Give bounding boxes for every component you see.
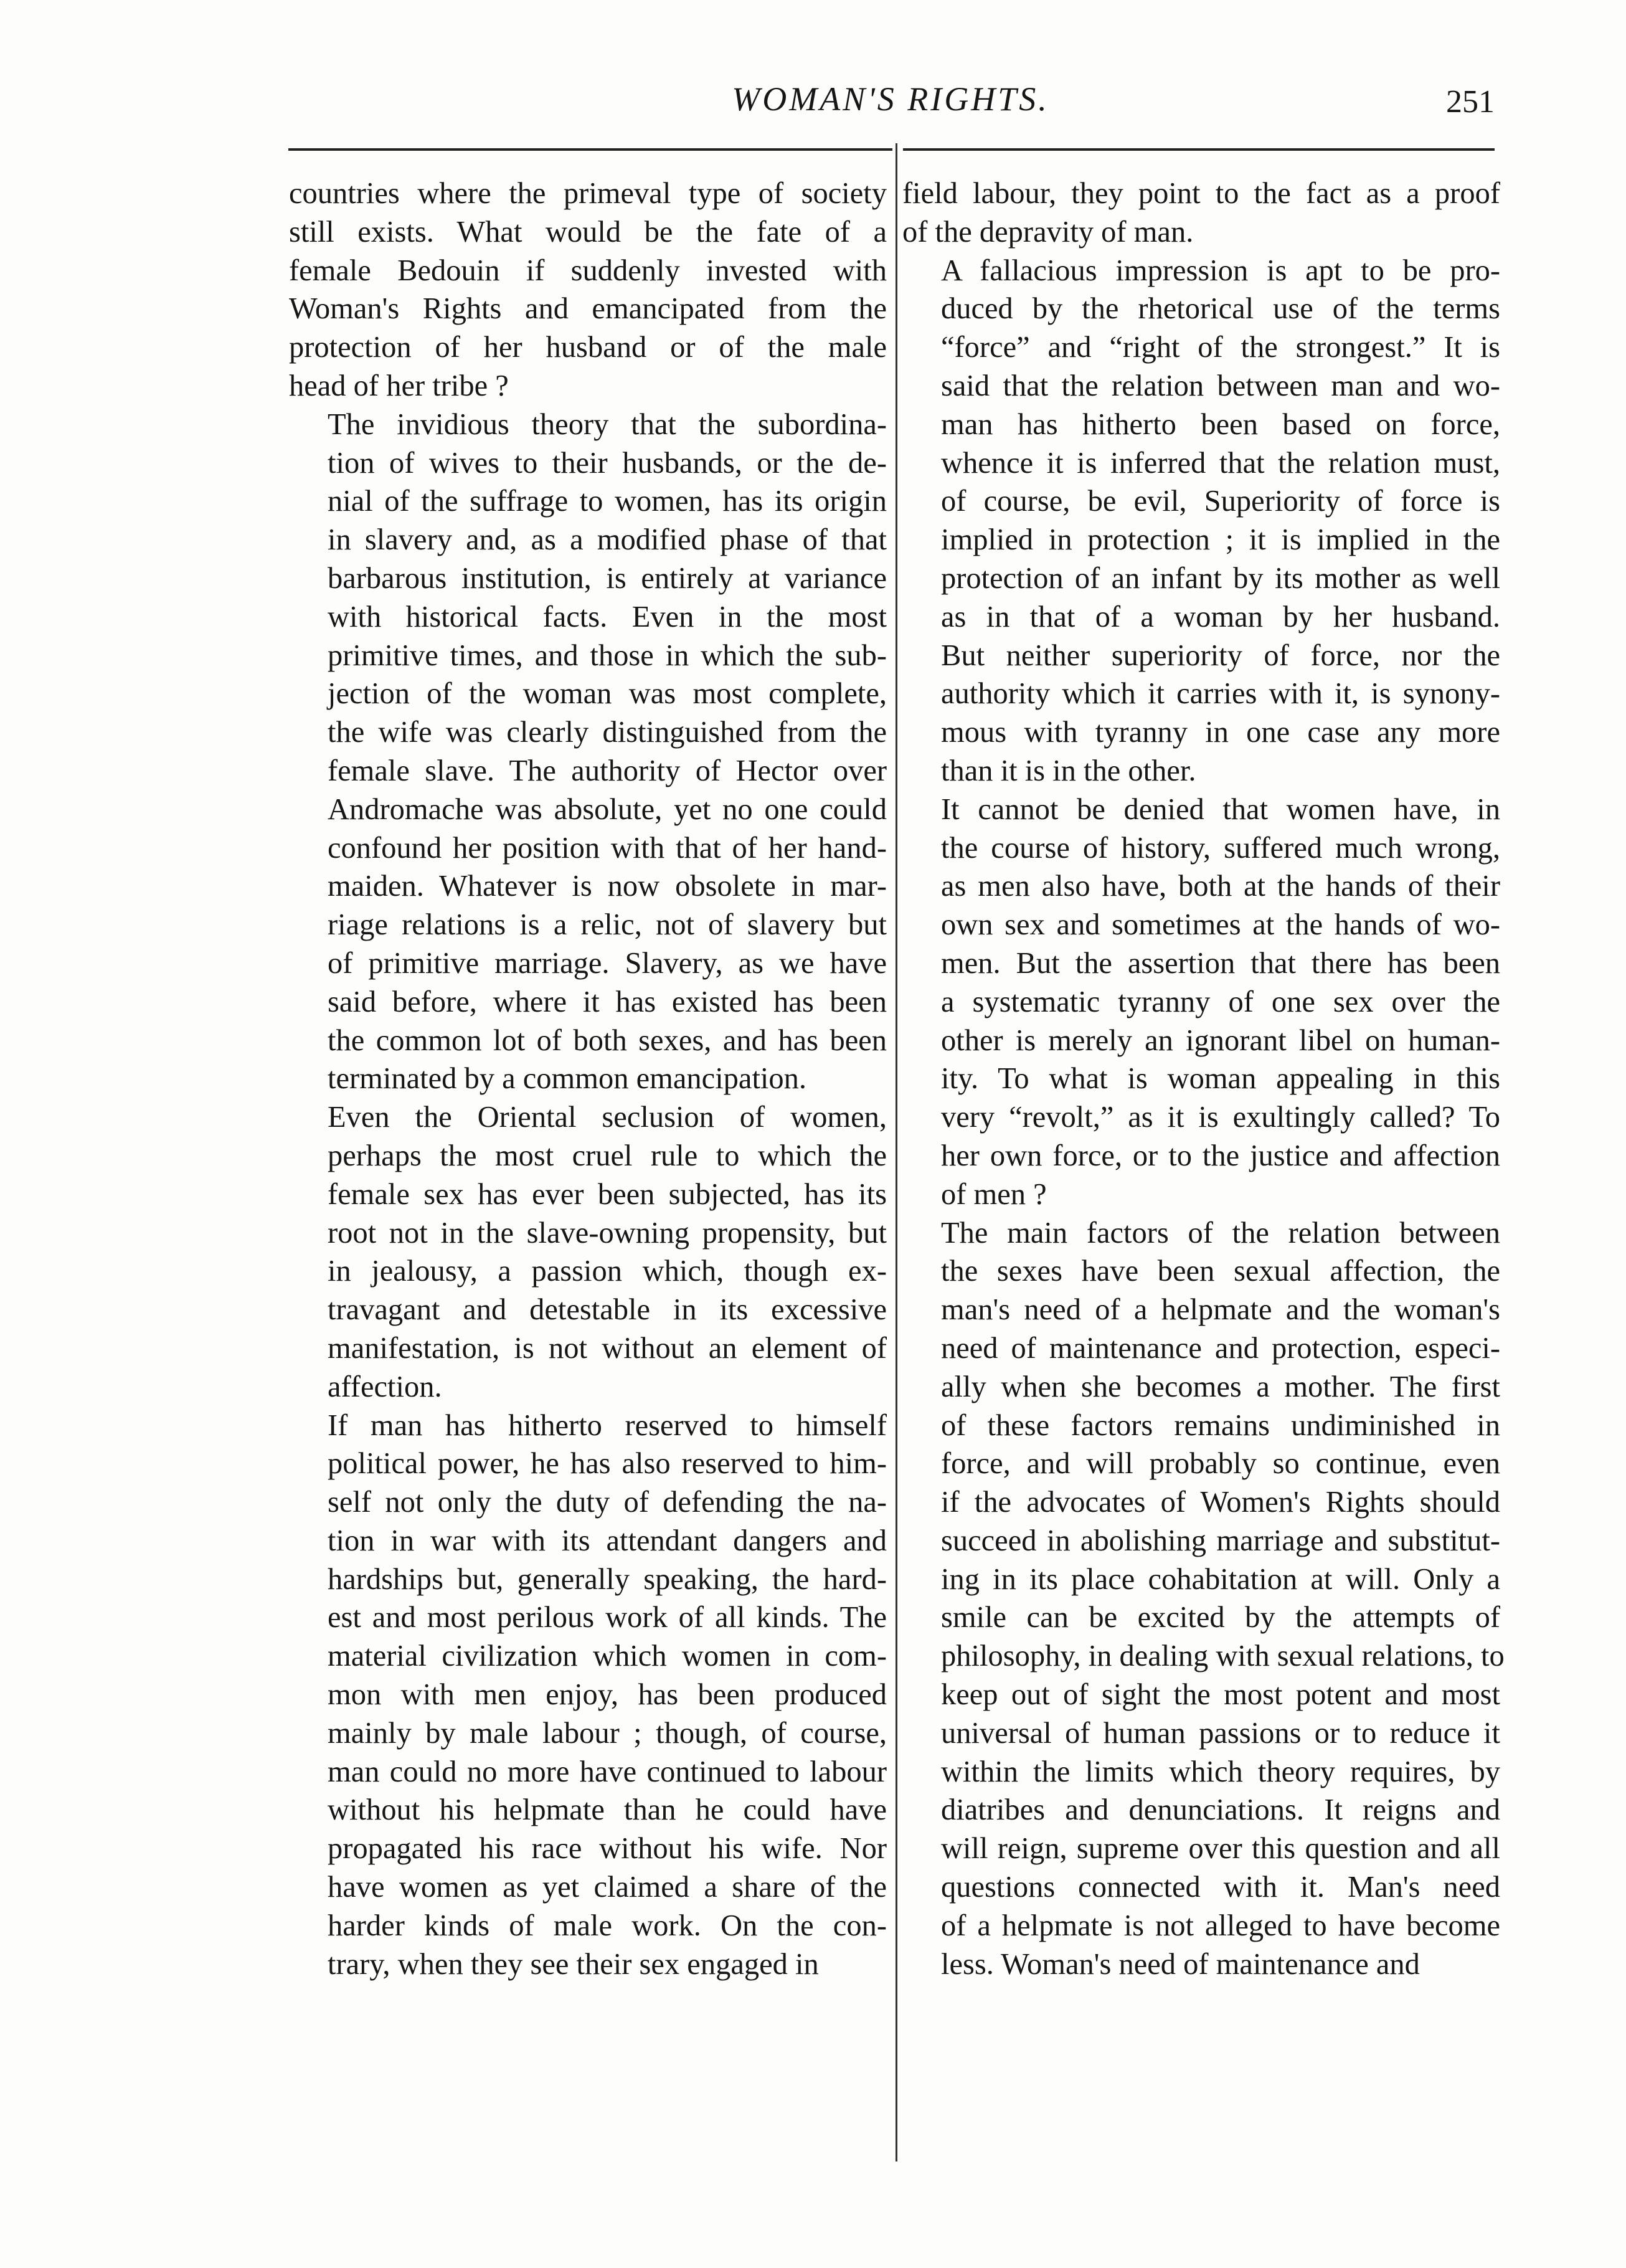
text-line: protection of an infant by its mother as well	[941, 561, 1500, 595]
text-line: of a helpmate is not alleged to have become	[941, 1909, 1500, 1942]
text-line: duced by the rhetorical use of the terms	[941, 292, 1500, 326]
left-column	[289, 174, 887, 1983]
text-line: own sex and sometimes at the hands of wo-	[941, 908, 1500, 942]
text-line: force, and will probably so continue, even	[941, 1447, 1500, 1481]
paragraph	[289, 174, 887, 406]
text-line: whence it is inferred that the relation must,	[941, 446, 1500, 480]
text-line: smile can be excited by the attempts of	[941, 1601, 1500, 1635]
text-line: manifestation, is not without an element of	[328, 1331, 887, 1365]
text-line: philosophy, in dealing with sexual relations, to	[941, 1639, 1505, 1673]
text-line: Even the Oriental seclusion of women,	[328, 1101, 887, 1134]
text-line: less. Woman's need of maintenance and	[941, 1947, 1420, 1981]
text-line: as men also have, both at the hands of their	[941, 870, 1500, 903]
text-line: countries where the primeval type of society	[289, 177, 887, 210]
text-line: tion of wives to their husbands, or the de-	[328, 446, 887, 480]
text-line: of primitive marriage. Slavery, as we have	[328, 946, 887, 980]
paragraph	[902, 1214, 1505, 1984]
text-line: the wife was clearly distinguished from the	[328, 716, 887, 749]
text-line: implied in protection ; it is implied in the	[941, 523, 1500, 557]
paragraph	[289, 406, 887, 1098]
text-line: have women as yet claimed a share of the	[328, 1871, 887, 1904]
text-line: female Bedouin if suddenly invested with	[289, 254, 887, 287]
text-line: Woman's Rights and emancipated from the	[289, 292, 887, 326]
text-line: maiden. Whatever is now obsolete in mar-	[328, 870, 887, 903]
header-rule-right	[903, 148, 1495, 151]
text-line: the common lot of both sexes, and has been	[328, 1023, 887, 1057]
header-rule-left	[288, 148, 892, 151]
text-line: It cannot be denied that women have, in	[941, 792, 1500, 826]
text-line: without his helpmate than he could have	[328, 1793, 887, 1827]
text-line: ing in its place cohabitation at will. Only a	[941, 1562, 1500, 1596]
text-line: mainly by male labour ; though, of course,	[328, 1716, 887, 1750]
text-line: mous with tyranny in one case any more	[941, 716, 1500, 749]
text-line: man's need of a helpmate and the woman's	[941, 1293, 1500, 1327]
text-line: confound her position with that of her hand-	[328, 831, 887, 865]
paragraph	[289, 1098, 887, 1406]
text-line: within the limits which theory requires, by	[941, 1755, 1500, 1788]
running-title: WOMAN'S RIGHTS.	[732, 80, 1049, 118]
text-line: protection of her husband or of the male	[289, 331, 887, 364]
text-line: primitive times, and those in which the sub-	[328, 638, 887, 672]
page-number: 251	[1446, 84, 1495, 120]
text-line: root not in the slave-owning propensity, but	[328, 1216, 887, 1250]
text-line: keep out of sight the most potent and most	[941, 1678, 1500, 1712]
text-line: hardships but, generally speaking, the hard-	[328, 1562, 887, 1596]
text-line: ity. To what is woman appealing in this	[941, 1062, 1500, 1096]
page-header	[286, 80, 1495, 136]
paragraph	[902, 252, 1500, 790]
text-line: affection.	[328, 1370, 442, 1403]
text-line: succeed in abolishing marriage and substitut-	[941, 1524, 1500, 1557]
text-line: travagant and detestable in its excessive	[328, 1293, 887, 1327]
text-line: trary, when they see their sex engaged in	[328, 1947, 819, 1981]
text-line: of the depravity of man.	[902, 215, 1194, 249]
paragraph	[289, 1407, 887, 1984]
text-line: field labour, they point to the fact as a proof	[902, 177, 1500, 210]
paragraph	[902, 790, 1500, 1214]
text-line: mon with men enjoy, has been produced	[328, 1678, 887, 1712]
text-line: tion in war with its attendant dangers and	[328, 1524, 887, 1557]
text-line: perhaps the most cruel rule to which the	[328, 1139, 887, 1172]
text-line: A fallacious impression is apt to be pro-	[941, 254, 1500, 287]
text-line: universal of human passions or to reduce it	[941, 1716, 1500, 1750]
column-divider	[896, 143, 897, 2161]
text-line: head of her tribe ?	[289, 369, 509, 402]
text-line: as in that of a woman by her husband.	[941, 600, 1500, 633]
text-line: will reign, supreme over this question and all	[941, 1832, 1500, 1866]
text-line: propagated his race without his wife. Nor	[328, 1832, 887, 1866]
text-line: female sex has ever been subjected, has its	[328, 1177, 887, 1211]
text-line: harder kinds of male work. On the con-	[328, 1909, 887, 1942]
text-line: diatribes and denunciations. It reigns and	[941, 1793, 1500, 1827]
text-line: jection of the woman was most complete,	[328, 677, 887, 711]
text-line: The main factors of the relation between	[941, 1216, 1500, 1250]
text-line: the sexes have been sexual affection, the	[941, 1255, 1500, 1288]
text-line: than it is in the other.	[941, 754, 1196, 787]
text-line: female slave. The authority of Hector over	[328, 754, 887, 787]
text-line: very “revolt,” as it is exultingly called? To	[941, 1101, 1500, 1134]
text-line: need of maintenance and protection, especi-	[941, 1331, 1500, 1365]
text-line: If man has hitherto reserved to himself	[328, 1408, 887, 1442]
text-line: self not only the duty of defending the na-	[328, 1486, 887, 1519]
text-line: of these factors remains undiminished in	[941, 1408, 1500, 1442]
text-line: said that the relation between man and wo-	[941, 369, 1500, 402]
text-line: men. But the assertion that there has been	[941, 946, 1500, 980]
text-line: “force” and “right of the strongest.” It is	[941, 331, 1500, 364]
text-line: said before, where it has existed has been	[328, 985, 887, 1018]
text-line: terminated by a common emancipation.	[328, 1062, 807, 1096]
text-line: of men ?	[941, 1177, 1047, 1211]
text-line: authority which it carries with it, is synony-	[941, 677, 1500, 711]
text-line: material civilization which women in com-	[328, 1639, 887, 1673]
text-line: nial of the suffrage to women, has its origin	[328, 485, 887, 518]
text-line: man could no more have continued to labour	[328, 1755, 887, 1788]
right-column	[902, 174, 1505, 1983]
text-line: her own force, or to the justice and affection	[941, 1139, 1500, 1172]
text-line: political power, he has also reserved to him-	[328, 1447, 887, 1481]
text-line: in jealousy, a passion which, though ex-	[328, 1255, 887, 1288]
text-line: questions connected with it. Man's need	[941, 1871, 1500, 1904]
text-line: in slavery and, as a modified phase of that	[328, 523, 887, 557]
text-line: barbarous institution, is entirely at variance	[328, 561, 887, 595]
text-line: the course of history, suffered much wrong,	[941, 831, 1500, 865]
text-line: still exists. What would be the fate of a	[289, 215, 887, 249]
text-line: riage relations is a relic, not of slavery but	[328, 908, 887, 942]
text-line: man has hitherto been based on force,	[941, 407, 1500, 441]
text-line: ally when she becomes a mother. The first	[941, 1370, 1500, 1403]
paragraph	[902, 174, 1500, 252]
text-line: The invidious theory that the subordina-	[328, 407, 887, 441]
text-line: a systematic tyranny of one sex over the	[941, 985, 1500, 1018]
text-line: with historical facts. Even in the most	[328, 600, 887, 633]
text-line: Andromache was absolute, yet no one could	[328, 792, 887, 826]
text-line: est and most perilous work of all kinds. The	[328, 1601, 887, 1635]
text-line: other is merely an ignorant libel on human-	[941, 1023, 1500, 1057]
text-line: if the advocates of Women's Rights should	[941, 1486, 1500, 1519]
text-line: of course, be evil, Superiority of force is	[941, 485, 1500, 518]
text-line: But neither superiority of force, nor the	[941, 638, 1500, 672]
